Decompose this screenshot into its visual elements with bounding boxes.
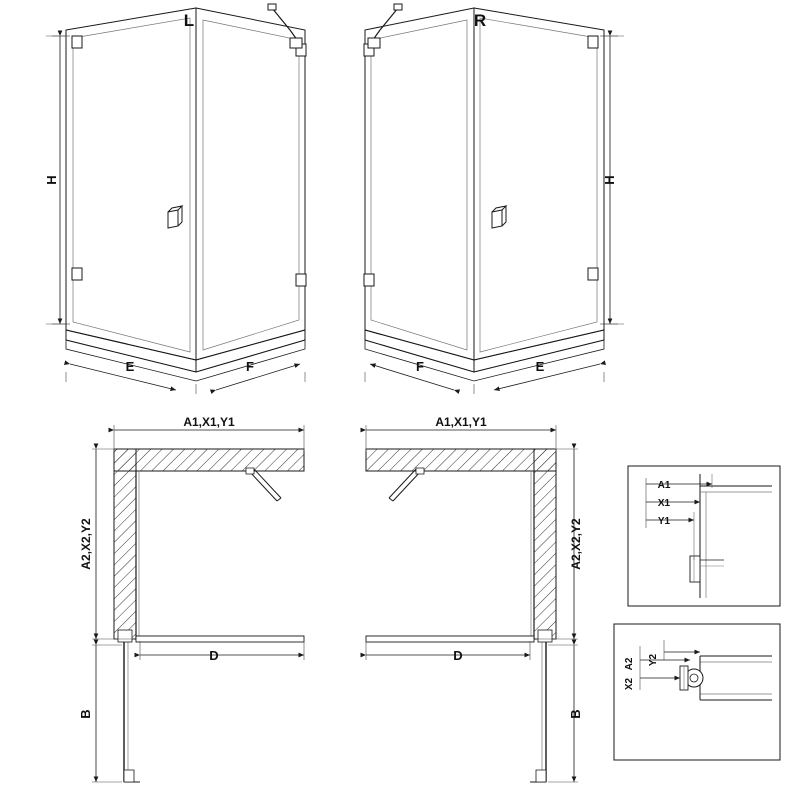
dim-side-right-plan: A2,X2,Y2 [569,518,583,570]
iso-view-left [46,4,306,394]
dim-height-right: H [602,175,617,185]
detail-label-x1: X1 [657,498,671,509]
detail-label-a1: A1 [657,480,671,491]
dim-e-left: E [125,359,135,374]
dim-top-left-plan: A1,X1,Y1 [183,415,235,429]
dim-door-left: D [209,648,219,663]
dim-top-right-plan: A1,X1,Y1 [435,415,487,429]
dim-swing-right: B [568,709,583,719]
dim-e-right: E [535,359,545,374]
detail-label-a2: A2 [624,657,635,671]
variant-label-left: L [183,11,195,30]
detail-bottom-right [614,624,780,760]
detail-top-right [628,466,780,606]
dim-height-left: H [44,175,59,185]
plan-view-right [366,425,578,782]
detail-label-y2: Y2 [648,653,659,667]
dim-f-right: F [416,359,424,374]
dim-door-right: D [453,648,463,663]
dim-f-left: F [246,359,254,374]
iso-view-right [364,4,624,394]
variant-label-right: R [473,11,487,30]
detail-label-x2: X2 [624,677,635,691]
dim-side-left-plan: A2,X2,Y2 [79,518,93,570]
detail-label-y1: Y1 [657,516,671,527]
plan-view-left [92,425,304,782]
dim-swing-left: B [78,709,93,719]
